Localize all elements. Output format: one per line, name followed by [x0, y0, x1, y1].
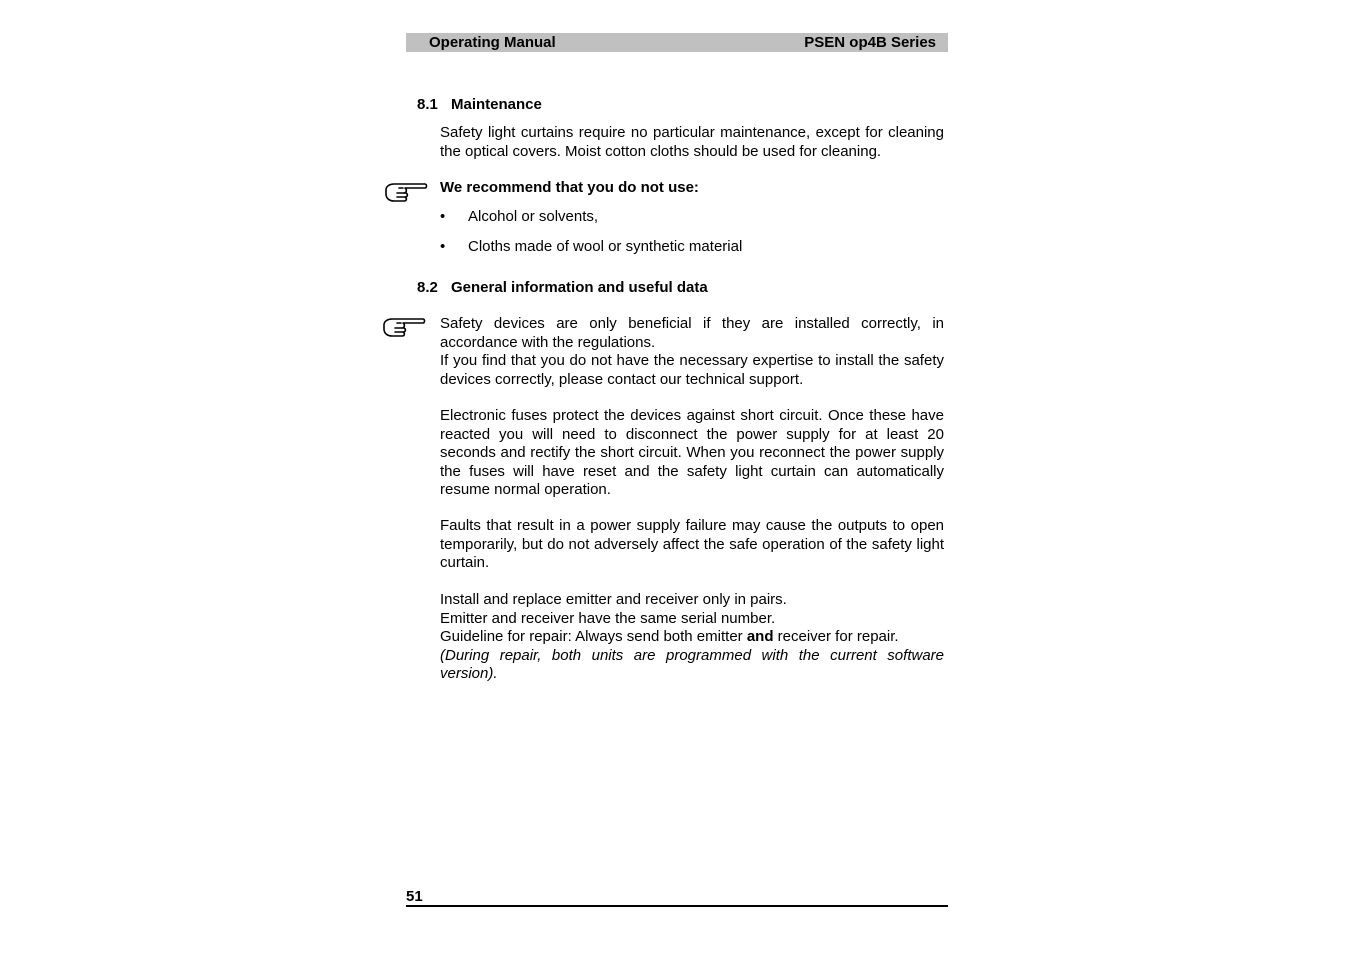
list-item [440, 238, 742, 256]
maintenance-intro [440, 124, 944, 161]
emphasis-and: and [746, 628, 774, 645]
text-run: Guideline for repair: Always send both emitter [440, 628, 747, 645]
paragraph: Safety devices are only beneficial if they are installed correctly, in accordance with the regulations. [440, 315, 944, 351]
text-run: receiver for repair. [773, 628, 899, 645]
repair-guideline [440, 628, 944, 647]
footer-divider [406, 905, 948, 907]
note-text: We recommend that you do not use: [440, 179, 699, 196]
section-title: General information and useful data [451, 279, 708, 296]
list-item-text: Alcohol or solvents, [468, 208, 599, 225]
bullet-symbol: • [440, 238, 446, 255]
section-heading-8-1 [417, 96, 542, 114]
paragraph: Electronic fuses protect the devices against short circuit. Once these have reacted you will need to disconnect the power supply for at least 20 seconds and rectify the short circuit. When you reconnect the power supply the fuses will have reset and the safety light curtain can automatically resume normal operation. [440, 407, 944, 498]
pointing-hand-icon [383, 181, 429, 205]
header-title: Operating Manual [429, 34, 556, 51]
section-title: Maintenance [451, 96, 542, 113]
installation-note [440, 315, 944, 389]
section-number: 8.1 [417, 96, 438, 113]
bullet-symbol: • [440, 208, 446, 225]
list-item-text: Cloths made of wool or synthetic material [468, 238, 743, 255]
paragraph: Faults that result in a power supply failure may cause the outputs to open temporarily, but do not adversely affect the safe operation of the safety light curtain. [440, 517, 944, 571]
maintenance-note [440, 179, 944, 198]
section-heading-8-2 [417, 279, 708, 297]
pointing-hand-icon [381, 316, 427, 340]
section-number: 8.2 [417, 279, 438, 296]
page-number: 51 [406, 888, 423, 905]
header-series: PSEN op4B Series [804, 34, 936, 51]
paragraph: Safety light curtains require no particular maintenance, except for cleaning the optical covers. Moist cotton cloths should be used for cleaning. [440, 124, 944, 160]
list-item [440, 208, 598, 226]
repair-guidelines [440, 591, 944, 684]
fuses-paragraph [440, 407, 944, 500]
paragraph: If you find that you do not have the necessary expertise to install the safety devices correctly, please contact our technical support. [440, 352, 944, 388]
repair-note: (During repair, both units are programmed with the current software version). [440, 646, 944, 682]
power-failure-paragraph [440, 517, 944, 573]
paragraph: Install and replace emitter and receiver only in pairs. [440, 591, 787, 608]
paragraph: Emitter and receiver have the same serial number. [440, 609, 776, 627]
page-header [406, 33, 948, 52]
